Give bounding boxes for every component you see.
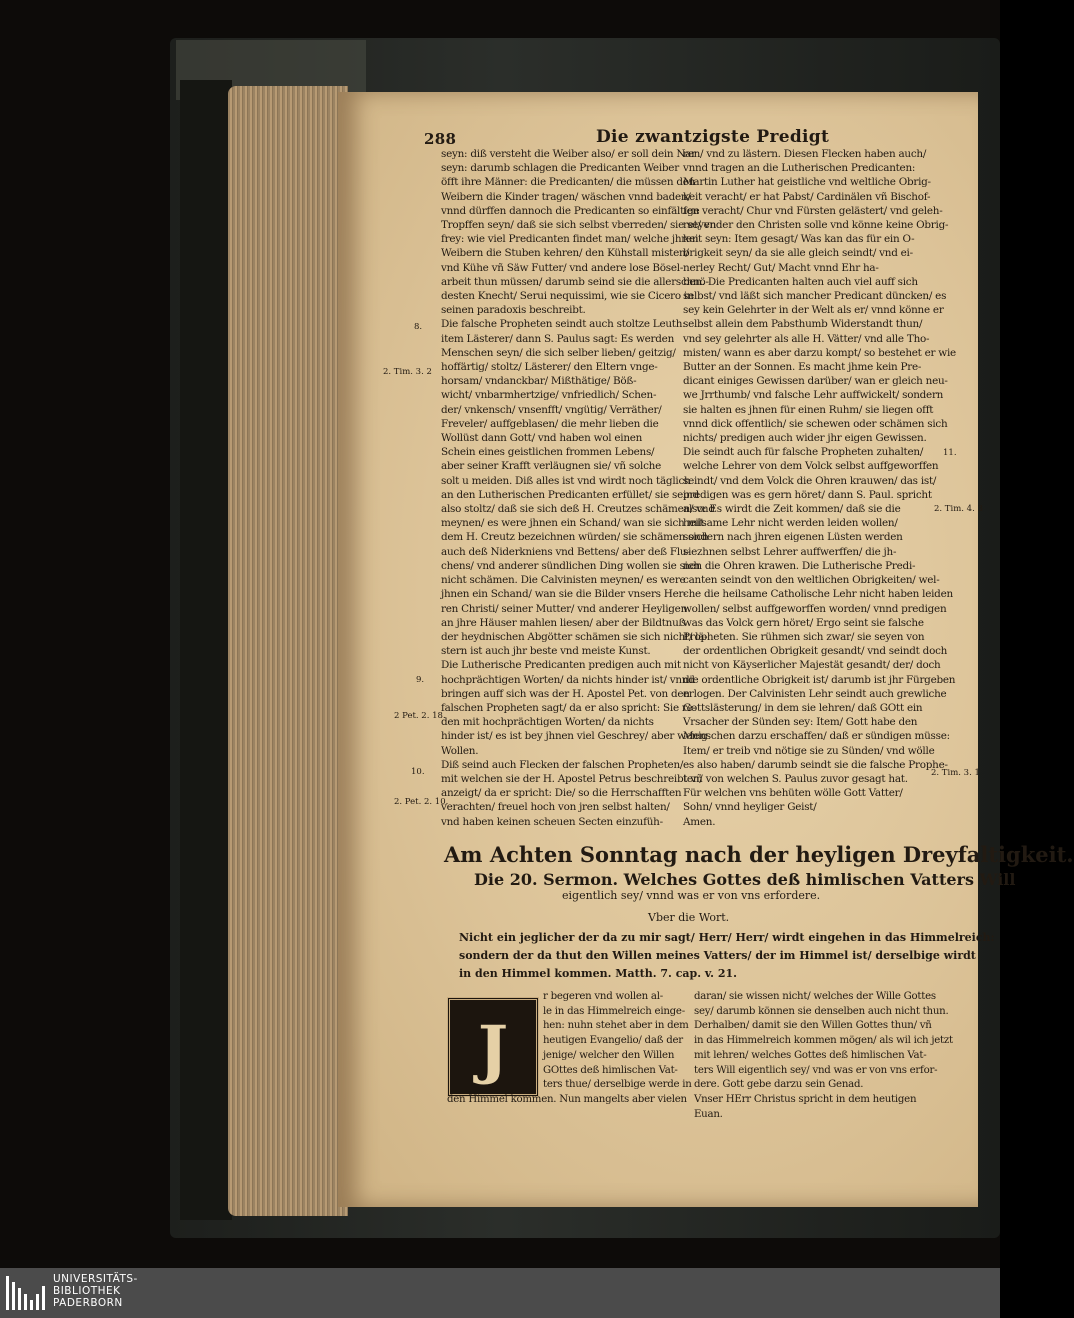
- text-line: anzeigt/ da er spricht: Die/ so die Herrschafften: [441, 787, 682, 800]
- text-line: ten/ von welchen S. Paulus zuvor gesagt hat.: [683, 772, 908, 785]
- text-line: predigen was es gern höret/ dann S. Paul. spricht: [683, 488, 932, 501]
- text-line: Euan.: [694, 1108, 723, 1120]
- text-line: nicht von Käyserlicher Majestät gesandt/ der/ doch: [683, 659, 941, 672]
- text-line: item Lästerer/ dann S. Paulus sagt: Es werden: [441, 332, 675, 345]
- text-line: ren Christi/ seiner Mutter/ vnd anderer Heyligen: [441, 602, 688, 615]
- text-line: sey/ darumb können sie denselben auch nicht thun.: [694, 1005, 949, 1017]
- text-line: seinen paradoxis beschreibt.: [441, 304, 586, 317]
- text-line: mit welchen sie der H. Apostel Petrus beschreibt vñ: [441, 772, 703, 785]
- text-line: Freveler/ auffgeblasen/ die mehr lieben die: [441, 417, 659, 430]
- text-line: mit lehren/ welches Gottes deß himlischen Vat-: [694, 1049, 927, 1061]
- text-line: Weibern die Stuben kehren/ den Kühstall misten/: [441, 247, 689, 260]
- text-line: nicht schämen. Die Calvinisten meynen/ es were: [441, 574, 686, 587]
- text-line: dere. Gott gebe darzu sein Genad.: [694, 1079, 864, 1091]
- text-line: erlogen. Der Calvinisten Lehr seindt auch grewliche: [683, 687, 947, 700]
- text-line: jenige/ welcher den Willen: [543, 1049, 675, 1061]
- text-line: horsam/ vndanckbar/ Mißthätige/ Böß-: [441, 375, 637, 388]
- text-line: bringen auff sich was der H. Apostel Pet. von den: [441, 687, 690, 700]
- text-line: welche Lehrer von dem Volck selbst auffgeworffen: [683, 460, 939, 473]
- text-line: Diß seind auch Flecken der falschen Propheten/: [441, 758, 684, 771]
- library-footer: [0, 1268, 1000, 1318]
- text-line: canten seindt von den weltlichen Obrigkeiten/ wel-: [683, 574, 940, 587]
- text-line: Menschen seyn/ die sich selber lieben/ geitzig/: [441, 346, 676, 359]
- text-line: den Himmel kommen. Nun mangelts aber vielen: [447, 1093, 687, 1105]
- text-line: ben. Die Predicanten halten auch viel auff sich: [683, 275, 918, 288]
- bottom-right-column: [694, 990, 953, 1122]
- margin-note: 2 Pet. 2. 18.: [394, 711, 446, 721]
- text-line: der ordentlichen Obrigkeit gesandt/ vnd seindt doch: [683, 645, 948, 658]
- margin-note: 8.: [414, 322, 423, 332]
- text-line: in das Himmelreich kommen mögen/ als wil ich jetzt: [694, 1035, 953, 1047]
- sermon-subtitle: Die 20. Sermon. Welches Gottes deß himlischen Vatters Will: [474, 870, 1016, 889]
- text-line: sey kein Gelehrter in der Welt als er/ vnnd könne er: [683, 304, 944, 317]
- text-line: Für welchen vns behüten wölle Gott Vatter/: [683, 787, 903, 800]
- text-line: solt u meiden. Diß alles ist vnd wirdt noch täglich: [441, 474, 691, 487]
- text-line: siezhnen selbst Lehrer auffwerffen/ die jh-: [683, 545, 897, 558]
- right-column: [683, 147, 956, 829]
- scripture-quote: Nicht ein jeglicher der da zu mir sagt/ Herr/ Herr/ wirdt eingehen in das Himmelreich:: [459, 931, 995, 944]
- text-line: den mit hochprächtigen Worten/ da nichts: [441, 716, 654, 729]
- text-line: selbst/ vnd läßt sich mancher Predicant düncken/ es: [683, 290, 947, 303]
- text-line: ren/ vnd zu lästern. Diesen Flecken haben auch/: [683, 148, 927, 160]
- text-line: wicht/ vnbarmhertzige/ vnfriedlich/ Schen-: [441, 389, 657, 402]
- text-line: Vrsacher der Sünden sey: Item/ Gott habe den: [683, 716, 918, 729]
- book-spine: [180, 80, 232, 1220]
- text-line: also stoltz/ daß sie sich deß H. Creutzes schämen/ vnd: [441, 503, 715, 516]
- text-line: Derhalben/ damit sie den Willen Gottes thun/ vñ: [694, 1020, 932, 1032]
- text-line: keit seyn: Item gesagt/ Was kan das für ein O-: [683, 233, 915, 246]
- text-line: Sohn/ vnnd heyliger Geist/: [683, 801, 817, 814]
- library-name-line2: BIBLIOTHEK: [53, 1285, 121, 1297]
- text-line: vnnd tragen an die Lutherischen Predicanten:: [683, 162, 916, 175]
- text-line: Die seindt auch für falsche Propheten zuhalten/: [683, 446, 924, 459]
- text-line: vnd sey gelehrter als alle H. Vätter/ vnd alle Tho-: [683, 332, 930, 345]
- text-line: Wollen.: [441, 744, 479, 757]
- text-line: was das Volck gern höret/ Ergo seint sie falsche: [683, 616, 924, 629]
- text-line: arbeit thun müssen/ darumb seind sie die allerschnö-: [441, 275, 709, 288]
- text-line: an jhre Häuser mahlen liesen/ aber der Bildtnuß: [441, 616, 686, 629]
- text-line: dem H. Creutz bezeichnen würden/ sie schämen sich: [441, 531, 709, 544]
- text-line: Menschen darzu erschaffen/ daß er sündigen müsse:: [683, 730, 950, 743]
- text-line: Weibern die Kinder tragen/ wäschen vnnd baden/: [441, 190, 691, 203]
- text-line: Gottslästerung/ in dem sie lehren/ daß GOtt ein: [683, 701, 923, 714]
- text-line: misten/ wann es aber darzu kompt/ so bestehet er wie: [683, 346, 956, 359]
- text-line: heilsame Lehr nicht werden leiden wollen/: [683, 517, 898, 530]
- text-line: Amen.: [683, 815, 716, 828]
- text-line: Propheten. Sie rühmen sich zwar/ sie seyen von: [683, 630, 925, 643]
- margin-note: 2. Pet. 2. 10.: [394, 797, 449, 807]
- text-line: ret/ vnder den Christen solle vnd könne keine Obrig-: [683, 219, 949, 232]
- text-line: vnnd dürffen dannoch die Predicanten so einfältige: [441, 204, 700, 217]
- text-line: die ordentliche Obrigkeit ist/ darumb ist jhr Fürgeben: [683, 673, 956, 686]
- text-line: sie halten es jhnen für einen Ruhm/ sie liegen offt: [683, 403, 934, 416]
- text-line: sondern nach jhren eigenen Lüsten werden: [683, 531, 903, 544]
- text-line: der/ vnkensch/ vnsenfft/ vngütig/ Verräther/: [441, 403, 662, 416]
- text-line: Item/ er treib vnd nötige sie zu Sünden/ vnd wölle: [683, 744, 935, 757]
- scripture-quote: in den Himmel kommen. Matth. 7. cap. v. 21.: [459, 967, 737, 980]
- text-line: ters Will eigentlich sey/ vnd was er von vns erfor-: [694, 1064, 938, 1076]
- text-line: hoffärtig/ stoltz/ Lästerer/ den Eltern vnge-: [441, 361, 658, 374]
- text-line: fen veracht/ Chur vnd Fürsten gelästert/ vnd geleh-: [683, 204, 943, 217]
- text-line: auch deß Niderkniens vnd Bettens/ aber deß Flu-: [441, 545, 690, 558]
- text-line: daran/ sie wissen nicht/ welches der Wille Gottes: [694, 991, 936, 1002]
- section-title: Am Achten Sonntag nach der heyligen Dreyfaltigkeit.: [444, 842, 1074, 867]
- text-line: desten Knecht/ Serui nequissimi, wie sie Cicero in: [441, 290, 694, 303]
- margin-note: 2. Tim. 3. 2: [383, 367, 432, 377]
- text-line: hen: nuhn stehet aber in dem: [543, 1020, 689, 1032]
- text-line: Tropffen seyn/ daß sie sich selbst vberreden/ sie seyen: [441, 219, 717, 232]
- text-line: hinder ist/ es ist bey jhnen viel Geschrey/ aber wenig: [441, 730, 708, 743]
- text-line: wollen/ selbst auffgeworffen worden/ vnnd predigen: [683, 602, 947, 615]
- text-line: r begeren vnd wollen al-: [543, 991, 663, 1002]
- text-line: che die heilsame Catholische Lehr nicht haben leiden: [683, 588, 953, 601]
- text-line: hochprächtigen Worten/ da nichts hinder ist/ vnnd: [441, 673, 695, 686]
- text-line: Die Lutherische Predicanten predigen auch mit: [441, 659, 681, 672]
- bottom-left-column: [447, 990, 692, 1108]
- text-line: jhnen ein Schand/ wan sie die Bilder vnsers Her-: [441, 588, 687, 601]
- margin-note: 2. Tim. 3. 1: [931, 768, 980, 778]
- library-name-line1: UNIVERSITÄTS-: [53, 1273, 138, 1285]
- text-line: chens/ vnd anderer sündlichen Ding wollen sie sich: [441, 559, 700, 572]
- margin-note: 10.: [411, 767, 425, 777]
- text-line: vnnd dick offentlich/ sie schewen oder schämen sich: [683, 417, 948, 430]
- margin-note: 11.: [943, 448, 957, 458]
- text-line: nerley Recht/ Gut/ Macht vnnd Ehr ha-: [683, 261, 879, 274]
- library-logo-icon: [6, 1276, 48, 1310]
- text-line: dicant einiges Gewissen darüber/ wan er gleich neu-: [683, 375, 948, 388]
- scripture-quote: sondern der da thut den Willen meines Vatters/ der im Himmel ist/ derselbige wirdt: [459, 949, 976, 962]
- page-number: 288: [424, 130, 457, 148]
- text-line: stern ist auch jhr beste vnd meiste Kunst.: [441, 645, 651, 658]
- page-block-edge: [228, 86, 348, 1216]
- text-line: Martin Luther hat geistliche vnd weltliche Obrig-: [683, 176, 931, 189]
- running-head: Die zwantzigste Predigt: [596, 127, 830, 147]
- text-line: vnd haben keinen scheuen Secten einzufüh-: [441, 815, 663, 828]
- text-line: seyn: diß versteht die Weiber also/ er soll dein Nar: [441, 148, 696, 160]
- text-line: es also haben/ darumb seindt sie die falsche Prophe-: [683, 758, 948, 771]
- text-line: Vnser HErr Christus spricht in dem heutigen: [694, 1093, 917, 1105]
- text-line: Butter an der Sonnen. Es macht jhme kein Pre-: [683, 361, 922, 374]
- library-name-line3: PADERBORN: [53, 1297, 123, 1309]
- text-line: Schein eines geistlichen frommen Lebens/: [441, 446, 655, 459]
- text-line: falschen Propheten sagt/ da er also spricht: Sie re-: [441, 701, 696, 714]
- text-line: frey: wie viel Predicanten findet man/ welche jhren: [441, 233, 699, 246]
- text-line: selbst allein dem Pabsthumb Widerstandt thun/: [683, 318, 923, 331]
- text-line: ters thue/ derselbige werde in: [543, 1079, 692, 1091]
- text-line: aber seiner Krafft verläugnen sie/ vñ solche: [441, 460, 662, 473]
- text-line: nichts/ predigen auch wider jhr eigen Gewissen.: [683, 432, 927, 445]
- margin-note: 2. Tim. 4. 3: [934, 504, 983, 514]
- text-line: seyn: darumb schlagen die Predicanten Weiber: [441, 162, 679, 175]
- text-line: an den Lutherischen Predicanten erfüllet/ sie seind: [441, 488, 699, 501]
- text-line: keit veracht/ er hat Pabst/ Cardinälen vñ Bischof-: [683, 190, 931, 203]
- text-line: vnd Kühe vñ Säw Futter/ vnd andere lose Bösel-: [441, 261, 684, 274]
- text-line: heutigen Evangelio/ daß der: [543, 1035, 683, 1047]
- text-line: GOttes deß himlischen Vat-: [543, 1064, 678, 1076]
- text-line: verachten/ freuel hoch von jren selbst halten/: [441, 801, 670, 814]
- left-column: [441, 147, 716, 829]
- text-line: öfft ihre Männer: die Predicanten/ die müssen den: [441, 176, 696, 189]
- text-line: also: Es wirdt die Zeit kommen/ daß sie die: [683, 503, 901, 516]
- text-line: Die falsche Propheten seindt auch stoltze Leuth:: [441, 318, 686, 331]
- decorated-initial: J: [447, 997, 539, 1097]
- text-line: le in das Himmelreich einge-: [543, 1005, 685, 1017]
- text-line: meynen/ es were jhnen ein Schand/ wan sie sich mit: [441, 517, 705, 530]
- text-line: seindt/ vnd dem Volck die Ohren krauwen/ das ist/: [683, 474, 937, 487]
- text-line: we Jrrthumb/ vnd falsche Lehr auffwickelt/ sondern: [683, 389, 944, 402]
- text-line: der heydnischen Abgötter schämen sie sich nicht/ lä-: [441, 630, 708, 643]
- text-intro: Vber die Wort.: [648, 911, 730, 924]
- text-line: brigkeit seyn/ da sie alle gleich seindt/ vnd ei-: [683, 247, 913, 260]
- text-line: Wollüst dann Gott/ vnd haben wol einen: [441, 432, 643, 445]
- sermon-subtitle-cont: eigentlich sey/ vnnd was er von vns erfordere.: [562, 889, 821, 902]
- text-line: nen die Ohren krawen. Die Lutherische Predi-: [683, 559, 916, 572]
- margin-note: 9.: [416, 675, 425, 685]
